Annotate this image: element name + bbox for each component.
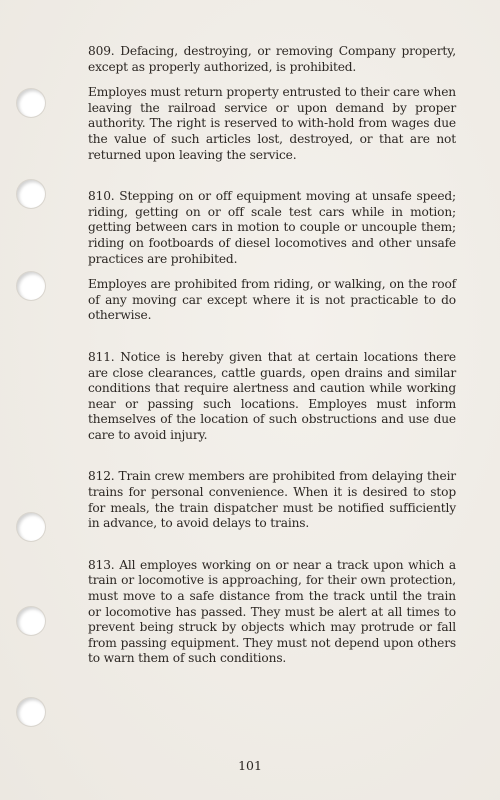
binder-hole bbox=[17, 272, 45, 300]
binder-hole bbox=[17, 513, 45, 541]
rule-813-text: 813. All employes working on or near a track upon which a train or locomotive is approaching, for their own protection, must move to a safe distance from the track until the train or locomotive has passed. They must be alert at all times to prevent being struck by objects which may protrude or fall from passing equipment. They must not depend upon others to warn them of such conditions. bbox=[88, 557, 456, 666]
rule-809-detail: Employes must return property entrusted to their care when leaving the railroad service or upon demand by proper authority. The right is reserved to with-hold from wages due the value of such articles lost, destroyed, or that are not returned upon leaving the service. bbox=[88, 85, 456, 162]
binder-hole bbox=[17, 607, 45, 635]
binder-hole bbox=[17, 89, 45, 117]
binder-hole bbox=[17, 180, 45, 208]
rule-812-text: 812. Train crew members are prohibited from delaying their trains for personal convenience. When it is desired to stop for meals, the train dispatcher must be notified sufficiently in advance, to avoid delays to trains. bbox=[88, 469, 456, 531]
binder-hole bbox=[17, 698, 45, 726]
rule-811-text: 811. Notice is hereby given that at certain locations there are close clearances, cattle guards, open drains and similar conditions that require alertness and caution while working near or passing such locations. Employes must inform themselves of the location of such obstructions and use due care to avoid injury. bbox=[88, 349, 456, 442]
rules-text bbox=[88, 44, 456, 667]
rule-809-text: 809. Defacing, destroying, or removing Company property, except as properly authorized, is prohibited. bbox=[88, 44, 456, 74]
rule-810-detail: Employes are prohibited from riding, or walking, on the roof of any moving car except where it is not practicable to do otherwise. bbox=[88, 277, 456, 323]
rule-810-text: 810. Stepping on or off equipment moving at unsafe speed; riding, getting on or off scale test cars while in motion; getting between cars in motion to couple or uncouple them; riding on footboards of diesel locomotives and other unsafe practices are prohibited. bbox=[88, 189, 456, 266]
page-number: 101 bbox=[238, 758, 262, 773]
